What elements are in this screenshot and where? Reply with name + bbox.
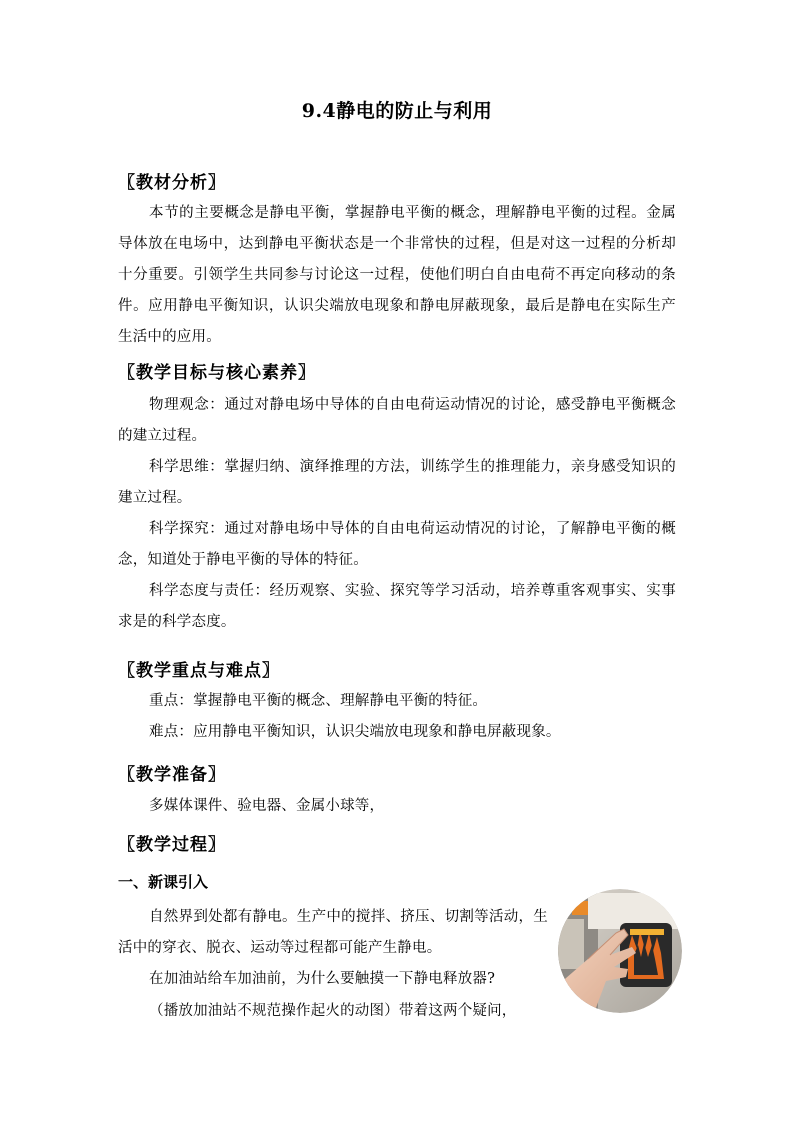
goal-scientific-inquiry: 科学探究：通过对静电场中导体的自由电荷运动情况的讨论，了解静电平衡的概念，知道处于静电平衡的导体的特征。 — [118, 521, 676, 568]
goal-scientific-thinking: 科学思维：掌握归纳、演绎推理的方法，训练学生的推理能力，亲身感受知识的建立过程。 — [118, 459, 676, 506]
page-title: 9.4静电的防止与利用 — [301, 100, 493, 122]
section-heading-preparation: 〖教学准备〗 — [118, 765, 226, 785]
hand-on-static-pad-image — [558, 889, 682, 1013]
static-discharge-photo — [558, 889, 682, 1013]
section-heading-keypoints: 〖教学重点与难点〗 — [118, 661, 280, 681]
subsection-heading-intro: 一、新课引入 — [118, 873, 209, 891]
preparation-text: 多媒体课件、验电器、金属小球等， — [149, 798, 385, 814]
goal-scientific-attitude: 科学态度与责任：经历观察、实验、探究等学习活动，培养尊重客观事实、实事求是的科学态度。 — [118, 583, 676, 630]
section-heading-analysis: 〖教材分析〗 — [118, 173, 226, 193]
intro-paragraph: 自然界到处都有静电。生产中的搅拌、挤压、切割等活动，生活中的穿衣、脱衣、运动等过程都可能产生静电。 — [118, 909, 548, 956]
intro-video-note: （播放加油站不规范操作起火的动图）带着这两个疑问， — [149, 1003, 517, 1019]
section-heading-process: 〖教学过程〗 — [118, 835, 226, 855]
analysis-paragraph: 本节的主要概念是静电平衡，掌握静电平衡的概念，理解静电平衡的过程。金属导体放在电场中，达到静电平衡状态是一个非常快的过程，但是对这一过程的分析却十分重要。引领学生共同参与讨论这一过程，使他们明白自由电荷不再定向移动的条件。应用静电平衡知识，认识尖端放电现象和静电屏蔽现象，最后是静电在实际生产生活中的应用。 — [118, 205, 676, 345]
difficult-point: 难点：应用静电平衡知识，认识尖端放电现象和静电屏蔽现象。 — [149, 724, 561, 740]
goal-physics-concept: 物理观念：通过对静电场中导体的自由电荷运动情况的讨论，感受静电平衡概念的建立过程。 — [118, 397, 676, 444]
intro-question: 在加油站给车加油前，为什么要触摸一下静电释放器? — [149, 971, 496, 987]
key-point: 重点：掌握静电平衡的概念、理解静电平衡的特征。 — [149, 693, 488, 709]
section-heading-goals: 〖教学目标与核心素养〗 — [118, 363, 316, 383]
